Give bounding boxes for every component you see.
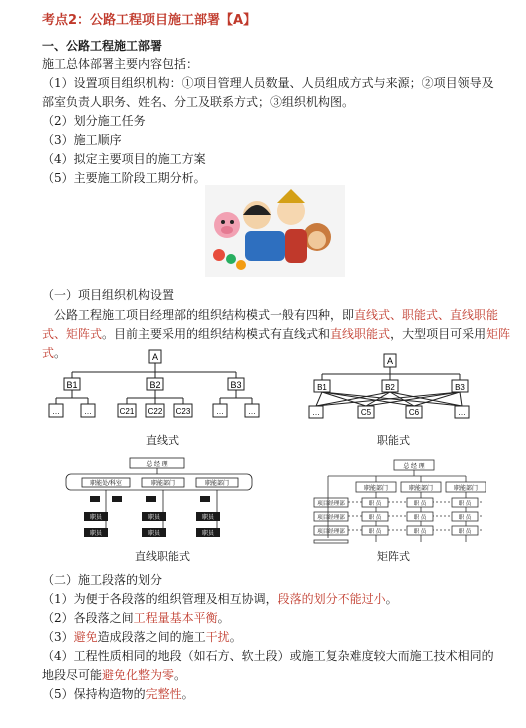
node-label: 总 经 理 [403,464,425,470]
node-label: 职员 [147,515,161,521]
list-item: 部室负责人职务、姓名、分工及联系方式；③组织机构图。 [42,95,355,109]
text-run: ，大型项目可采用 [390,327,487,341]
list-item [42,591,398,608]
node-label: … [248,407,256,416]
highlight-text: 矩阵式 [66,327,103,341]
node-label: C23 [175,407,191,416]
node-label: 职能处/科室 [90,481,122,487]
node-label: C5 [360,408,372,417]
node-label: 职 员 [458,529,472,535]
highlight-text: 段落的划分不能过小 [277,592,386,606]
list-item: （3）施工顺序 [42,133,122,147]
diagram-caption: 矩阵式 [377,550,410,563]
node-label: 职 员 [368,515,382,521]
cartoon-illustration [205,185,345,277]
list-item [42,686,194,703]
text-run: 。 [54,346,67,360]
node-label: … [84,407,92,416]
matrix-structure-diagram [306,458,486,544]
node-label: … [312,408,320,417]
node-label: 职 员 [413,529,427,535]
text-run: 公路工程施工项目经理部的组织结构模式一般有四种，即 [54,308,355,322]
node-label: C22 [147,407,163,416]
node-label: 职员 [147,531,161,537]
node-label: 职 员 [413,501,427,507]
highlight-text: 避免化整为零 [102,668,175,682]
node-label: B3 [455,383,465,392]
text-run: （5）保持构造物的 [42,687,146,701]
node-label: 职能部门 [363,486,389,492]
text-run: 地段尽可能 [42,668,103,682]
node-label: B1 [66,380,78,390]
node-label: B2 [149,380,161,390]
list-item: （4）工程性质相同的地段（如石方、软土段）或施工复杂难度较大而施工技术相同的 [42,649,494,663]
list-item [42,610,230,627]
node-label: … [458,408,466,417]
section-heading: （二）施工段落的划分 [42,573,163,587]
list-item: （2）划分施工任务 [42,114,146,128]
highlight-text: 避免 [73,630,98,644]
node-label: 职能部门 [150,481,176,487]
text-run: 。 [385,592,398,606]
text-run: 。目前主要采用的组织结构模式有直线式和 [102,327,331,341]
diagram-caption: 直线式 [146,434,179,447]
node-label: A [386,356,394,366]
highlight-text: 直线式、职能式、直线职能式、 [42,308,499,341]
node-label: 职能部门 [408,486,434,492]
text-run: （1）为便于各段落的组织管理及相互协调， [42,592,278,606]
node-label: 职能部门 [453,486,479,492]
node-label: 总 经 理 [146,462,168,468]
page-title: 考点2：公路工程项目施工部署【A】 [42,13,257,28]
node-label: 项目经理部 [317,501,345,507]
section-heading: （一）项目组织机构设置 [42,288,175,302]
node-label: C6 [408,408,420,417]
functional-structure-diagram [300,352,480,422]
node-label: C21 [119,407,135,416]
node-label: 职 员 [368,529,382,535]
text-run: 。 [229,630,242,644]
node-label: 项目经理部 [317,515,345,521]
highlight-text: 直线职能式 [330,327,391,341]
list-item: （5）主要施工阶段工期分析。 [42,171,206,185]
highlight-text: 工程量基本平衡 [133,611,218,625]
node-label: 职能部门 [204,481,230,487]
list-item: （1）设置项目组织机构：①项目管理人员数量、人员组成方式与来源；②项目领导及 [42,76,494,90]
node-label: 职员 [89,531,103,537]
node-label: 职员 [89,515,103,521]
text-run: 。 [174,668,187,682]
node-label: A [151,352,159,362]
node-label: … [52,407,60,416]
text-run: 。 [181,687,194,701]
line-structure-diagram [44,348,274,426]
text-run: （3） [42,630,74,644]
text-run: 。 [217,611,230,625]
diagram-caption: 直线职能式 [135,550,190,563]
node-label: B1 [317,383,327,392]
node-label: 职 员 [368,501,382,507]
list-item: （4）拟定主要项目的施工方案 [42,152,206,166]
node-label: 职 员 [458,501,472,507]
list-item [42,629,242,646]
node-label: 职 员 [413,515,427,521]
highlight-text: 矩阵式 [42,327,511,360]
list-item [42,667,186,684]
node-label: … [216,407,224,416]
node-label: 项目经理部 [317,529,345,535]
node-label: 职员 [201,531,215,537]
text-run: 造成段落之间的施工 [97,630,206,644]
intro-text: 施工总体部署主要内容包括： [42,57,199,71]
node-label: 职 员 [458,515,472,521]
node-label: 职员 [201,515,215,521]
diagram-caption: 职能式 [377,434,410,447]
text-run: （2）各段落之间 [42,611,134,625]
line-functional-structure-diagram [60,456,260,544]
section-heading: 一、公路工程施工部署 [42,39,163,53]
highlight-text: 干扰 [205,630,230,644]
node-label: B2 [385,383,395,392]
highlight-text: 完整性 [145,687,182,701]
node-label: B3 [230,380,242,390]
